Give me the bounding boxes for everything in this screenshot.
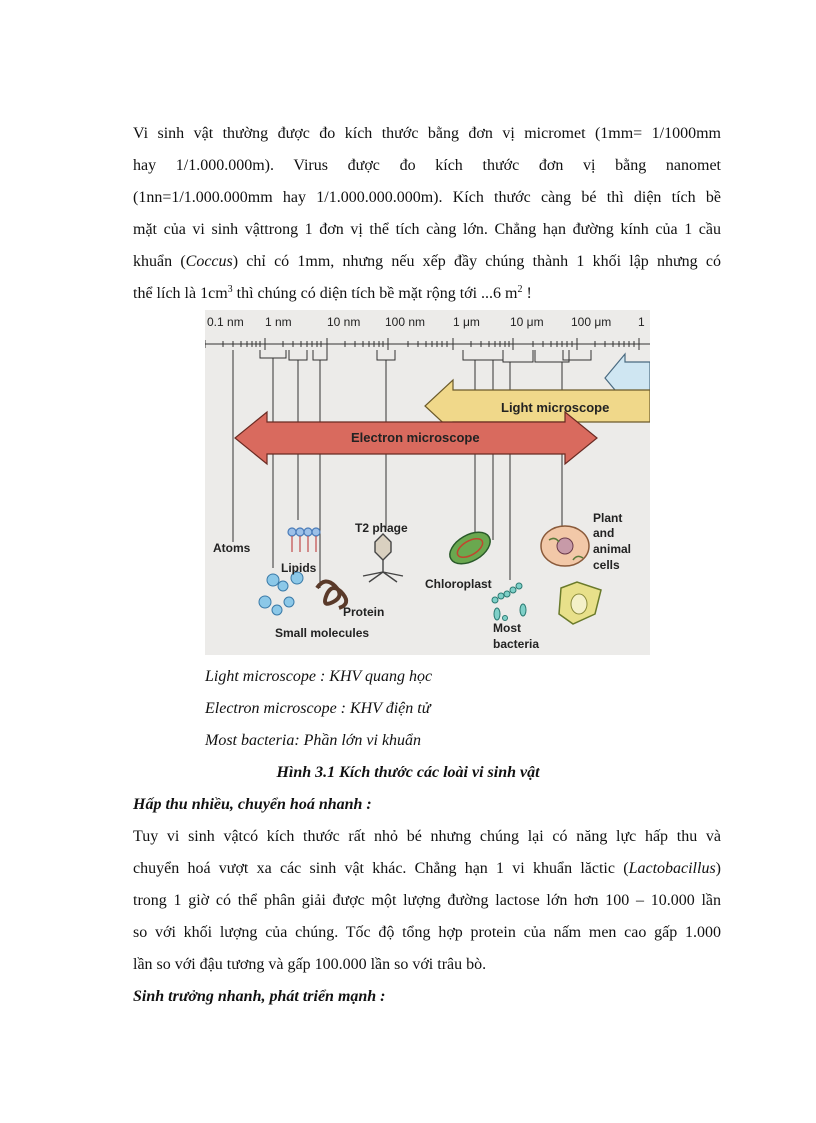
scale-label: 100 nm xyxy=(385,315,426,329)
chloroplast-label: Chloroplast xyxy=(425,577,492,591)
cells-label: cells xyxy=(593,558,620,572)
and-label: and xyxy=(593,526,615,540)
animal-cell-icon xyxy=(541,526,589,566)
scale-label: 1 nm xyxy=(265,315,292,329)
text-line: lần so với đậu tương và gấp 100.000 lần so với trâu bò. xyxy=(133,956,487,973)
section-absorption xyxy=(133,789,721,1013)
section-heading: Hấp thu nhiều, chuyển hoá nhanh : xyxy=(133,796,372,813)
scale-label: 0.1 nm xyxy=(207,315,244,329)
legend-line: Electron microscope : KHV điện tử xyxy=(205,700,431,717)
scale-label: 10 nm xyxy=(327,315,361,329)
small-molecules-icon xyxy=(259,572,303,615)
text-line: chuyển hoá vượt xa các sinh vật khác. Chẳng hạn 1 vi khuẩn lăctic (Lactobacillus) xyxy=(133,860,721,877)
lactobacillus-italic: Lactobacillus xyxy=(628,860,716,877)
animal-label: animal xyxy=(593,542,632,556)
bacteria-icon xyxy=(492,583,526,621)
t2-phage-label: T2 phage xyxy=(355,521,408,535)
atoms-label: Atoms xyxy=(213,541,251,555)
legend-line: Light microscope : KHV quang học xyxy=(205,668,433,685)
most-label: Most xyxy=(493,621,521,635)
text-line: Vi sinh vật thường được đo kích thước bằng đơn vị micromet (1mm= 1/1000mm xyxy=(133,125,721,142)
t2-phage-icon xyxy=(363,534,403,582)
legend-line: Most bacteria: Phần lớn vi khuẩn xyxy=(205,732,422,749)
text-line: mặt của vi sinh vậttrong 1 đơn vị thể tích càng lớn. Chẳng hạn đường kính của 1 cầu xyxy=(133,221,721,238)
lipids-icon xyxy=(288,528,320,552)
small-molecules-label: Small molecules xyxy=(275,626,370,640)
scale-label: 100 μm xyxy=(571,315,612,329)
size-scale-figure xyxy=(205,310,650,655)
chloroplast-icon xyxy=(444,526,495,571)
text-line: so với khối lượng của chúng. Tốc độ tổng hợp protein của nấm men cao gấp 1.000 xyxy=(133,924,721,941)
coccus-italic: Coccus xyxy=(185,253,233,270)
electron-microscope-label: Electron microscope xyxy=(351,430,480,445)
intro-paragraph xyxy=(133,118,721,310)
lipids-label: Lipids xyxy=(281,561,317,575)
section-heading: Sinh trưởng nhanh, phát triển mạnh : xyxy=(133,988,386,1005)
light-microscope-label: Light microscope xyxy=(501,400,610,415)
text-line: hay 1/1.000.000m). Virus được đo kích thước đơn vị bằng nanomet xyxy=(133,157,721,174)
protein-icon xyxy=(317,581,346,608)
bacteria-label: bacteria xyxy=(493,637,540,651)
text-line: Tuy vi sinh vậtcó kích thước rất nhỏ bé nhưng chúng lại có năng lực hấp thu và xyxy=(133,828,721,845)
figure-legend xyxy=(205,661,432,757)
figure-caption: Hình 3.1 Kích thước các loài vi sinh vật xyxy=(276,764,540,781)
scale-label: 1 xyxy=(638,315,645,329)
scale-label: 1 μm xyxy=(453,315,480,329)
plant-cell-icon xyxy=(559,582,601,624)
scale-label: 10 μm xyxy=(510,315,544,329)
text-line: thể lích là $1cm^3$ thì chúng có diện tích bề mặt rộng tới ...6 $m^2$ ! xyxy=(133,284,532,302)
text-line: khuẩn (Coccus) chỉ có 1mm, nhưng nếu xếp đầy chúng thành 1 khối lập nhưng có xyxy=(133,253,721,270)
text-line: trong 1 giờ có thể phân giải được một lượng đường lactose lớn hơn 100 – 10.000 lần xyxy=(133,892,721,909)
text-line: (1nn=1/1.000.000mm hay 1/1.000.000.000m). Kích thước càng bé thì diện tích bề xyxy=(133,189,721,206)
protein-label: Protein xyxy=(343,605,385,619)
plant-label: Plant xyxy=(593,511,623,525)
